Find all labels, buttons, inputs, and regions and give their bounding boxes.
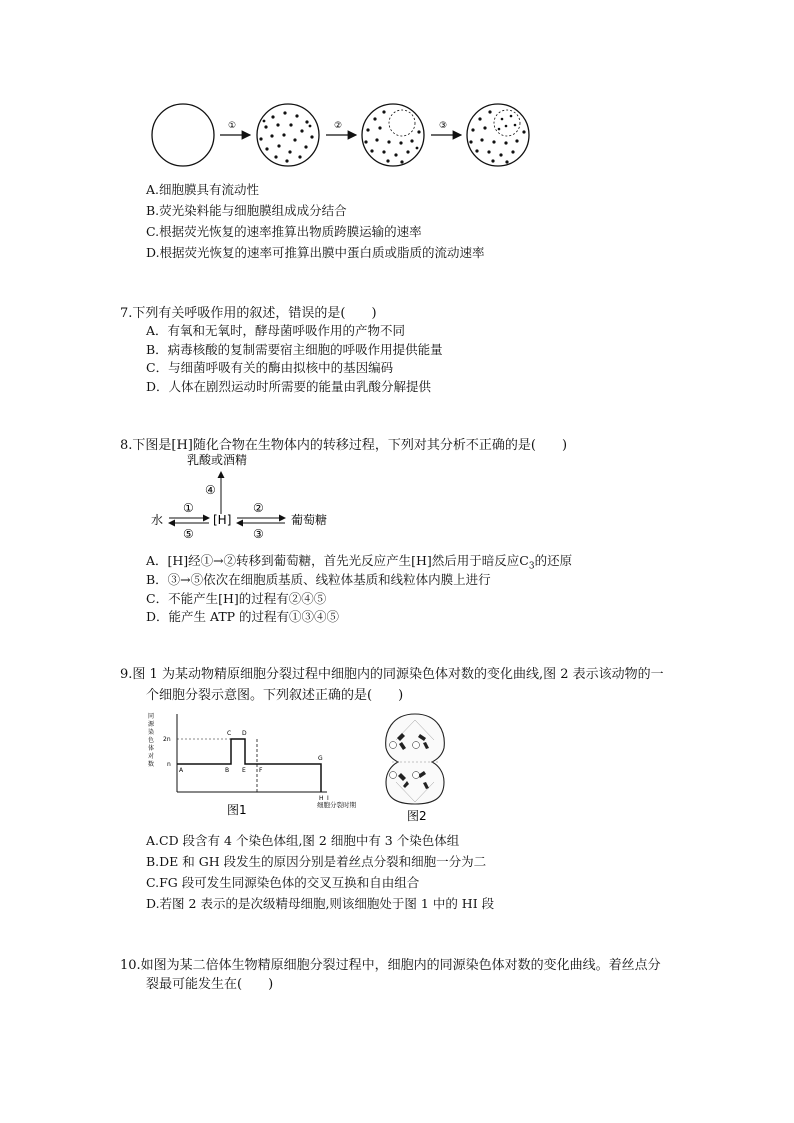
point-d: D — [242, 730, 247, 737]
node-water: 水 — [151, 513, 164, 527]
point-e: E — [242, 767, 246, 774]
q9-stem-line1: 9.图 1 为某动物精原细胞分裂过程中细胞内的同源染色体对数的变化曲线,图 2 表示该动物的一 — [120, 667, 664, 682]
ylabel-char: 体 — [148, 745, 155, 752]
q7-option-d: D．人体在剧烈运动时所需要的能量由乳酸分解提供 — [146, 379, 432, 394]
point-f: F — [259, 767, 263, 774]
ylabel-char: 色 — [148, 737, 155, 744]
q7-option-a: A．有氧和无氧时，酵母菌呼吸作用的产物不同 — [146, 323, 406, 338]
q8-option-b: B．③→⑤依次在细胞质基质、线粒体基质和线粒体内膜上进行 — [146, 572, 491, 587]
q9-stem-line2: 个细胞分裂示意图。下列叙述正确的是( ) — [146, 688, 404, 703]
node-h: [H] — [213, 513, 232, 527]
step-2-label: ② — [333, 121, 343, 131]
point-a: A — [179, 767, 184, 774]
q8-option-a-suffix: 的还原 — [534, 553, 573, 568]
tick-n: n — [167, 761, 171, 768]
q6-option-a: A.细胞膜具有流动性 — [146, 182, 260, 197]
point-h: H — [319, 795, 324, 802]
cell-recovered — [467, 104, 529, 166]
q7-option-c: C．与细菌呼吸有关的酶由拟核中的基因编码 — [146, 360, 394, 375]
fig1-curve — [177, 739, 321, 792]
q10-stem-line1: 10.如图为某二倍体生物精原细胞分裂过程中，细胞内的同源染色体对数的变化曲线。着丝点分 — [120, 958, 661, 973]
q6-option-c: C.根据荧光恢复的速率推算出物质跨膜运输的速率 — [146, 224, 422, 239]
q6-option-b: B.荧光染料能与细胞膜组成成分结合 — [146, 203, 347, 218]
step-1-label: ① — [227, 121, 237, 131]
fluorescence-recovery-figure — [140, 95, 540, 175]
cell-bleached — [362, 104, 424, 166]
q8-option-a-text: A．[H]经①→②转移到葡萄糖，首先光反应产生[H]然后用于暗反应C — [146, 553, 529, 568]
ylabel-char: 数 — [148, 761, 155, 768]
tick-2n: 2n — [163, 736, 171, 743]
q9-option-a: A.CD 段含有 4 个染色体组,图 2 细胞中有 3 个染色体组 — [146, 833, 460, 848]
cell-outline — [386, 714, 445, 804]
q8-stem: 8.下图是[H]随化合物在生物体内的转移过程，下列对其分析不正确的是( ) — [120, 438, 568, 453]
label-4: ④ — [205, 483, 216, 497]
q8-option-a-subscript: 3 — [528, 561, 535, 572]
fig1-ylabel — [148, 712, 155, 768]
ylabel-char: 染 — [148, 729, 155, 736]
step-3-label: ③ — [438, 121, 448, 131]
ylabel-char: 源 — [148, 721, 155, 728]
q6-option-d: D.根据荧光恢复的速率可推算出膜中蛋白质或脂质的流动速率 — [146, 245, 485, 260]
node-glucose: 葡萄糖 — [291, 513, 328, 527]
cell-unlabeled — [152, 104, 214, 166]
q7-option-b: B．病毒核酸的复制需要宿主细胞的呼吸作用提供能量 — [146, 342, 443, 357]
fig1-caption: 图1 — [227, 803, 247, 817]
q8-option-d: D．能产生 ATP 的过程有①③④⑤ — [146, 609, 340, 624]
label-5: ⑤ — [183, 527, 194, 541]
label-3: ③ — [253, 527, 264, 541]
node-lactic-or-alcohol: 乳酸或酒精 — [187, 453, 248, 467]
q8-option-c: C．不能产生[H]的过程有②④⑤ — [146, 591, 327, 606]
point-g: G — [318, 755, 323, 762]
q7-stem: 7.下列有关呼吸作用的叙述，错误的是( ) — [120, 306, 377, 321]
label-1: ① — [183, 501, 194, 515]
point-b: B — [225, 767, 230, 774]
cell-labeled — [257, 104, 319, 166]
ylabel-char: 对 — [148, 753, 155, 760]
point-c: C — [227, 730, 232, 737]
ylabel-char: 同 — [148, 713, 155, 720]
point-i: I — [327, 795, 329, 802]
figure-2-cell-division — [380, 712, 450, 824]
fig1-point-labels — [179, 730, 329, 802]
q9-option-d: D.若图 2 表示的是次级精母细胞,则该细胞处于图 1 中的 HI 段 — [146, 896, 495, 911]
figure-1-chart — [145, 708, 370, 820]
hydrogen-transfer-diagram — [145, 452, 345, 544]
label-2: ② — [253, 501, 264, 515]
q8-option-a — [146, 551, 572, 572]
q9-option-b: B.DE 和 GH 段发生的原因分别是着丝点分裂和细胞一分为二 — [146, 854, 487, 869]
q10-stem-line2: 裂最可能发生在( ) — [146, 977, 274, 992]
fig2-caption: 图2 — [407, 809, 427, 823]
fig1-xlabel: 细胞分裂时期 — [317, 801, 356, 809]
q9-option-c: C.FG 段可发生同源染色体的交叉互换和自由组合 — [146, 875, 420, 890]
